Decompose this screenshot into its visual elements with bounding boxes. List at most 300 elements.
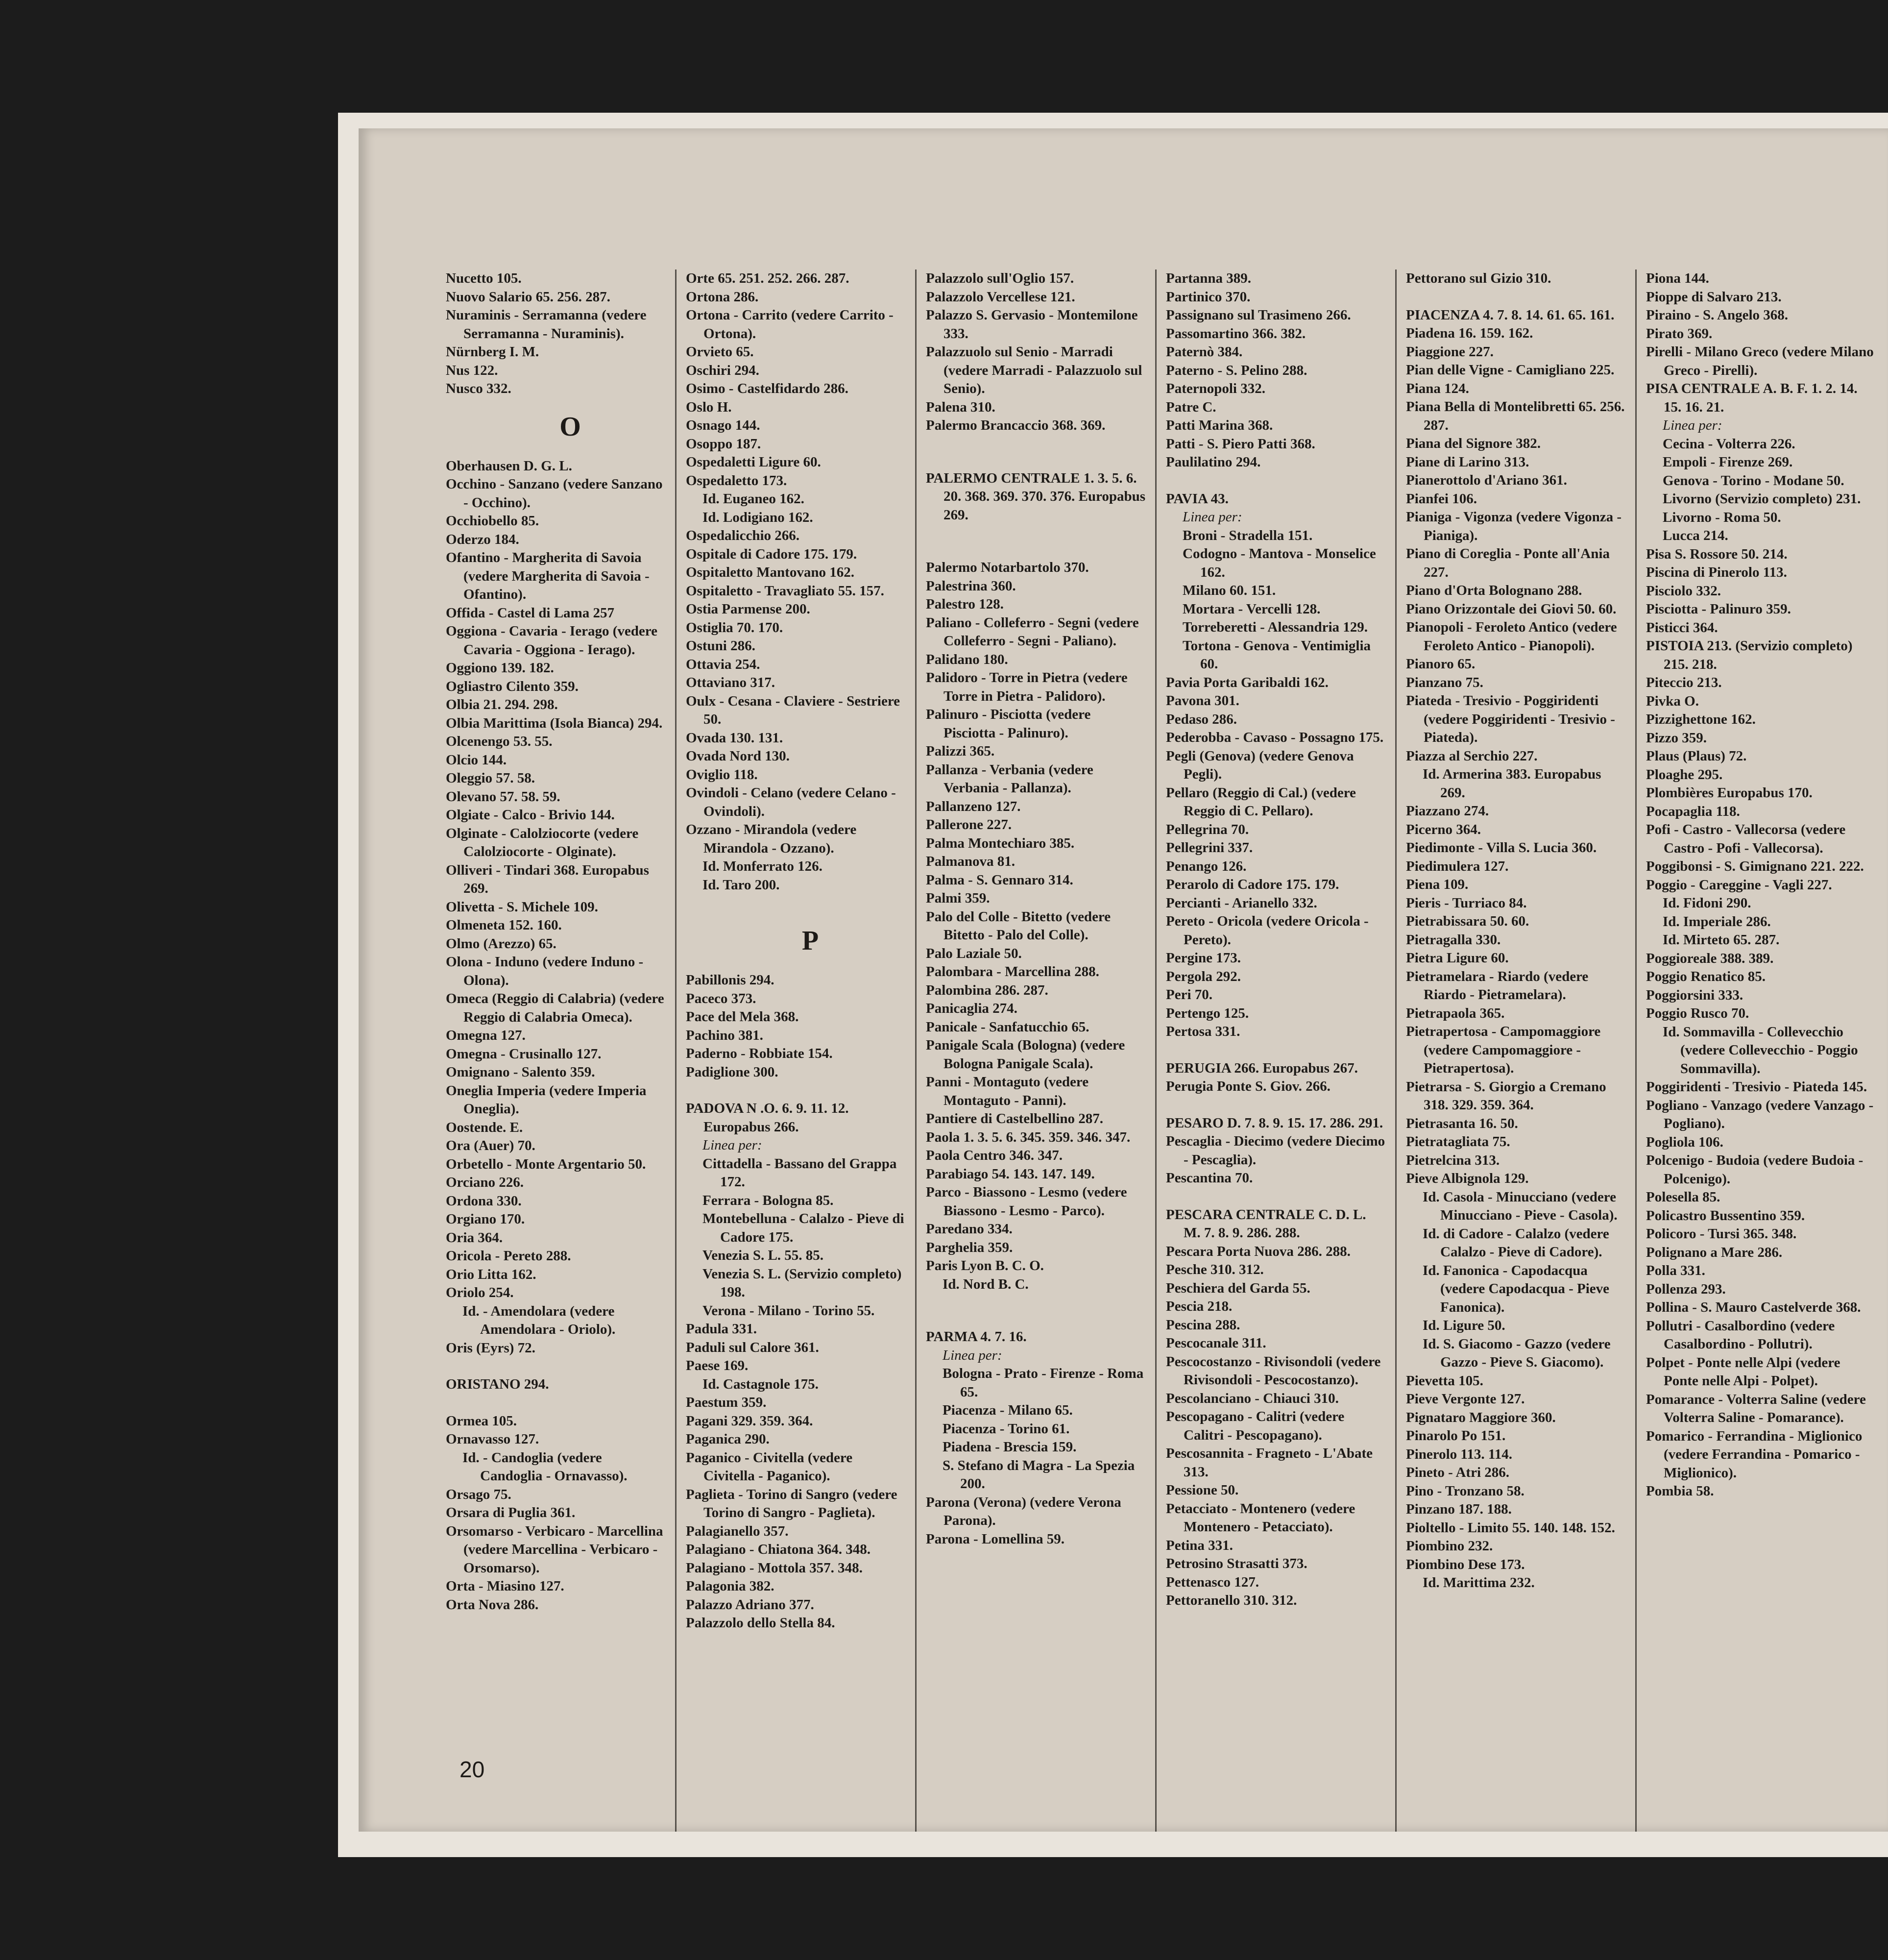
- index-entry: Id. Armerina 383. Europabus 269.: [1423, 766, 1601, 801]
- index-entry-major: PESCARA CENTRALE C. D. L. M. 7. 8. 9. 286. 288.: [1166, 1206, 1366, 1241]
- index-entry: Parona - Lomellina 59.: [926, 1531, 1065, 1547]
- spacer: [926, 435, 1145, 469]
- index-entry: Ottaviano 317.: [686, 675, 775, 690]
- route-entry: Genova - Torino - Modane 50.: [1663, 472, 1844, 489]
- index-entry: Petrosino Strasatti 373.: [1166, 1556, 1307, 1571]
- index-entry: Policastro Bussentino 359.: [1646, 1207, 1805, 1224]
- index-entry: Paese 169.: [686, 1358, 749, 1373]
- index-entry: Palazzolo Vercellese 121.: [926, 289, 1075, 305]
- route-heading: Linea per:: [943, 1347, 1002, 1363]
- index-entry: Palazzo Adriano 377.: [686, 1596, 814, 1613]
- index-entry: Omegna 127.: [446, 1028, 526, 1043]
- index-entry: Policoro - Tursi 365. 348.: [1646, 1226, 1797, 1242]
- index-entry: Piscina di Pinerolo 113.: [1646, 564, 1787, 580]
- index-entry: Pescopagano - Calitri (vedere Calitri - Pescopagano).: [1166, 1409, 1345, 1443]
- index-column-6: [1646, 270, 1876, 1501]
- route-entry: Piacenza - Milano 65.: [943, 1402, 1073, 1418]
- spacer: [1166, 1188, 1385, 1206]
- index-entry: Peschiera del Garda 55.: [1166, 1280, 1310, 1296]
- index-entry: Palagonia 382.: [686, 1578, 775, 1594]
- index-entry: Piana del Signore 382.: [1406, 436, 1541, 451]
- route-entry: Piacenza - Torino 61.: [943, 1421, 1070, 1437]
- index-entry: Oschiri 294.: [686, 362, 759, 378]
- index-entry: Piane di Larino 313.: [1406, 454, 1529, 470]
- index-entry: Polla 331.: [1646, 1263, 1705, 1278]
- page-number: 20: [460, 1757, 485, 1782]
- index-entry: Palazzuolo sul Senio - Marradi (vedere Marradi - Palazzuolo sul Senio).: [926, 344, 1142, 396]
- index-entry-major: PISA CENTRALE A. B. F. 1. 2. 14. 15. 16. 21.: [1646, 381, 1858, 415]
- index-entry: Paterno - S. Pelino 288.: [1166, 362, 1307, 378]
- index-entry: Panicaglia 274.: [926, 1001, 1017, 1016]
- index-entry: Id. Lodigiano 162.: [702, 509, 813, 525]
- index-entry: Paceco 373.: [686, 990, 756, 1006]
- index-entry: Palestrina 360.: [926, 578, 1016, 594]
- index-entry: Ovada 130. 131.: [686, 730, 783, 746]
- route-entry: Ferrara - Bologna 85.: [702, 1192, 834, 1208]
- index-entry: Pomarico - Ferrandina - Miglionico (vedere Ferrandina - Pomarico - Miglionico).: [1646, 1428, 1863, 1481]
- index-entry: Palidano 180.: [926, 651, 1008, 667]
- index-entry: Pellegrini 337.: [1166, 840, 1253, 856]
- index-entry: Nus 122.: [446, 362, 498, 378]
- index-entry: Osimo - Castelfidardo 286.: [686, 381, 848, 396]
- index-entry: Pallerone 227.: [926, 817, 1012, 833]
- index-entry: Paliano - Colleferro - Segni (vedere Colleferro - Segni - Paliano).: [926, 614, 1139, 649]
- index-entry: Palizzi 365.: [926, 743, 995, 759]
- index-entry: Palazzo S. Gervasio - Montemilone 333.: [926, 307, 1138, 342]
- column-rule: [1635, 270, 1637, 1832]
- index-entry: Id. Monferrato 126.: [702, 858, 823, 874]
- index-entry: Palazzolo sull'Oglio 157.: [926, 270, 1074, 286]
- index-entry: Piano Orizzontale dei Giovi 50. 60.: [1406, 601, 1617, 617]
- route-entry: Broni - Stradella 151.: [1183, 527, 1313, 543]
- timetable-index-page: [359, 128, 1888, 1832]
- index-entry: Pesche 310. 312.: [1166, 1262, 1264, 1277]
- index-entry: Omeca (Reggio di Calabria) (vedere Reggio di Calabria Omeca).: [446, 991, 664, 1025]
- route-entry: Piadena - Brescia 159.: [943, 1439, 1077, 1455]
- index-entry: Oris (Eyrs) 72.: [446, 1340, 535, 1356]
- index-entry: Oviglio 118.: [686, 766, 758, 783]
- index-entry-major: PADOVA N .O. 6. 9. 11. 12. Europabus 266.: [686, 1101, 849, 1135]
- index-entry: Pietrarsa - S. Giorgio a Cremano 318. 329. 359. 364.: [1406, 1078, 1606, 1113]
- index-entry: Olmo (Arezzo) 65.: [446, 935, 557, 952]
- index-entry: Pedaso 286.: [1166, 711, 1237, 727]
- index-entry: Picerno 364.: [1406, 821, 1481, 837]
- index-entry: Ora (Auer) 70.: [446, 1138, 535, 1153]
- index-column-2: [686, 270, 905, 1633]
- route-entry: Lucca 214.: [1663, 528, 1728, 543]
- index-entry: Orgiano 170.: [446, 1211, 525, 1227]
- index-entry: Oricola - Pereto 288.: [446, 1248, 571, 1264]
- index-entry: Pietrasanta 16. 50.: [1406, 1115, 1518, 1131]
- index-entry: Id. Sommavilla - Collevecchio (vedere Collevecchio - Poggio Sommavilla).: [1663, 1024, 1858, 1077]
- index-entry: Id. Nord B. C.: [943, 1276, 1029, 1292]
- index-entry: Patre C.: [1166, 399, 1216, 415]
- index-entry: Olevano 57. 58. 59.: [446, 788, 560, 805]
- route-entry: Tortona - Genova - Ventimiglia 60.: [1183, 637, 1371, 672]
- index-entry: Pescaglia - Diecimo (vedere Diecimo - Pescaglia).: [1166, 1133, 1385, 1168]
- index-entry: Ostia Parmense 200.: [686, 601, 810, 617]
- index-entry: Pollina - S. Mauro Castelverde 368.: [1646, 1299, 1861, 1315]
- index-entry: Id. Taro 200.: [702, 877, 780, 893]
- index-entry: Pocapaglia 118.: [1646, 803, 1740, 819]
- index-entry: Pegli (Genova) (vedere Genova Pegli).: [1166, 748, 1354, 782]
- index-entry: Palo del Colle - Bitetto (vedere Bitetto - Palo del Colle).: [926, 908, 1111, 943]
- index-entry: Pace del Mela 368.: [686, 1009, 799, 1025]
- index-entry: Panicale - Sanfatucchio 65.: [926, 1019, 1089, 1035]
- index-entry: Ormea 105.: [446, 1413, 517, 1429]
- index-entry: Olbia Marittima (Isola Bianca) 294.: [446, 715, 663, 731]
- index-entry: Pian delle Vigne - Camigliano 225.: [1406, 362, 1615, 378]
- index-entry: Id. Ligure 50.: [1423, 1318, 1505, 1333]
- spacer: [1406, 288, 1625, 306]
- index-entry: Id. Imperiale 286.: [1663, 913, 1771, 930]
- index-entry: Olivetta - S. Michele 109.: [446, 899, 598, 915]
- index-entry: Percianti - Arianello 332.: [1166, 895, 1317, 911]
- index-entry: Nucetto 105.: [446, 270, 522, 286]
- spacer: [1166, 1096, 1385, 1114]
- index-entry: Pescocanale 311.: [1166, 1335, 1266, 1351]
- index-entry: Orta Nova 286.: [446, 1596, 539, 1613]
- index-column-5: [1406, 270, 1625, 1592]
- index-entry: Oderzo 184.: [446, 531, 519, 547]
- index-entry: Pietra Ligure 60.: [1406, 950, 1509, 966]
- index-entry: Pofi - Castro - Vallecorsa (vedere Castro - Pofi - Vallecorsa).: [1646, 822, 1846, 856]
- index-entry: Ospedaletti Ligure 60.: [686, 454, 821, 470]
- index-entry: Ordona 330.: [446, 1193, 522, 1209]
- index-entry: Palma - S. Gennaro 314.: [926, 872, 1073, 888]
- index-entry: Id. Castagnole 175.: [702, 1376, 819, 1392]
- index-entry: Pietrelcina 313.: [1406, 1152, 1500, 1168]
- index-entry: Pianoro 65.: [1406, 656, 1476, 672]
- index-entry: Palombina 286. 287.: [926, 982, 1048, 998]
- index-entry: Oria 364.: [446, 1229, 503, 1246]
- index-entry: Poggioreale 388. 389.: [1646, 950, 1774, 966]
- index-entry: Ortona 286.: [686, 289, 759, 305]
- index-entry: Ottavia 254.: [686, 656, 760, 672]
- index-entry: Palmi 359.: [926, 890, 990, 906]
- index-entry: Nuraminis - Serramanna (vedere Serramanna - Nuraminis).: [446, 307, 647, 342]
- index-entry: Pizzo 359.: [1646, 730, 1707, 746]
- index-entry: Pirelli - Milano Greco (vedere Milano Greco - Pirelli).: [1646, 344, 1874, 378]
- index-entry: Piano di Coreglia - Ponte all'Ania 227.: [1406, 546, 1610, 580]
- index-entry: Nusco 332.: [446, 381, 511, 396]
- index-entry: Petacciato - Montenero (vedere Montenero - Petacciato).: [1166, 1500, 1355, 1535]
- route-entry: Venezia S. L. 55. 85.: [702, 1248, 824, 1263]
- index-entry: Paestum 359.: [686, 1395, 767, 1410]
- index-entry: Olcenengo 53. 55.: [446, 734, 553, 749]
- spacer: [446, 1394, 665, 1412]
- index-entry: Oslo H.: [686, 399, 732, 415]
- index-entry: Paredano 334.: [926, 1221, 1013, 1237]
- index-entry: Polcenigo - Budoia (vedere Budoia - Polcenigo).: [1646, 1152, 1864, 1187]
- index-entry: Piano d'Orta Bolognano 288.: [1406, 583, 1582, 598]
- index-entry: Occhiobello 85.: [446, 513, 539, 529]
- index-entry: Partinico 370.: [1166, 289, 1251, 305]
- index-entry: Piteccio 213.: [1646, 675, 1722, 690]
- index-entry: Pavona 301.: [1166, 693, 1239, 709]
- index-entry: Id. Fanonica - Capodacqua (vedere Capodacqua - Pieve Fanonica).: [1423, 1262, 1609, 1315]
- index-entry: Oriolo 254.: [446, 1285, 514, 1300]
- route-entry: Montebelluna - Calalzo - Pieve di Cadore 175.: [702, 1211, 904, 1245]
- index-entry: Pavia Porta Garibaldi 162.: [1166, 674, 1329, 690]
- index-entry: Ornavasso 127.: [446, 1431, 539, 1447]
- index-entry: Pineto - Atri 286.: [1406, 1465, 1510, 1480]
- index-entry: Pellaro (Reggio di Cal.) (vedere Reggio di C. Pellaro).: [1166, 784, 1356, 819]
- index-entry: Palena 310.: [926, 399, 995, 415]
- index-entry: Pallanzeno 127.: [926, 798, 1021, 814]
- index-entry: Pivka O.: [1646, 693, 1699, 709]
- index-entry: Ovada Nord 130.: [686, 748, 790, 764]
- index-entry: Pianerottolo d'Ariano 361.: [1406, 472, 1567, 488]
- route-entry: Torreberetti - Alessandria 129.: [1183, 619, 1368, 635]
- index-entry: Piazzano 274.: [1406, 803, 1489, 819]
- index-entry: Poggio - Careggine - Vagli 227.: [1646, 877, 1832, 893]
- index-entry: Plombières Europabus 170.: [1646, 785, 1813, 801]
- index-entry-major: PIACENZA 4. 7. 8. 14. 61. 65. 161.: [1406, 307, 1615, 323]
- index-entry: Petina 331.: [1166, 1537, 1233, 1553]
- index-entry-major: PESARO D. 7. 8. 9. 15. 17. 286. 291.: [1166, 1115, 1383, 1131]
- route-entry: Milano 60. 151.: [1183, 583, 1276, 598]
- spacer: [686, 1081, 905, 1100]
- index-entry: Patti Marina 368.: [1166, 417, 1273, 433]
- index-entry: Ostuni 286.: [686, 638, 755, 654]
- index-entry: Pergola 292.: [1166, 968, 1241, 984]
- index-entry: Polignano a Mare 286.: [1646, 1244, 1783, 1260]
- index-entry: Poggibonsi - S. Gimignano 221. 222.: [1646, 858, 1864, 874]
- index-entry: Piona 144.: [1646, 270, 1709, 286]
- index-entry: Pellegrina 70.: [1166, 821, 1249, 837]
- index-entry: Pescocostanzo - Rivisondoli (vedere Rivisondoli - Pescocostanzo).: [1166, 1353, 1381, 1388]
- index-entry: Ozzano - Mirandola (vedere Mirandola - Ozzano).: [686, 822, 857, 856]
- index-entry: Palagiano - Chiatona 364. 348.: [686, 1542, 871, 1557]
- index-entry: Orsara di Puglia 361.: [446, 1505, 576, 1520]
- index-entry: Pioppe di Salvaro 213.: [1646, 289, 1782, 305]
- index-entry: Pergine 173.: [1166, 950, 1241, 966]
- index-entry: Piena 109.: [1406, 877, 1469, 892]
- route-entry: Bologna - Prato - Firenze - Roma 65.: [943, 1366, 1144, 1400]
- index-entry: Palagiano - Mottola 357. 348.: [686, 1560, 863, 1576]
- route-entry: Livorno - Roma 50.: [1663, 509, 1781, 525]
- index-entry: Pinarolo Po 151.: [1406, 1428, 1506, 1444]
- index-entry-major: PARMA 4. 7. 16.: [926, 1329, 1027, 1345]
- index-entry: Paganico - Civitella (vedere Civitella - Paganico).: [686, 1449, 853, 1484]
- index-entry-major: ORISTANO 294.: [446, 1376, 549, 1392]
- column-rule: [1155, 270, 1157, 1832]
- route-heading: Linea per:: [702, 1137, 762, 1153]
- route-entry: Cecina - Volterra 226.: [1663, 436, 1795, 452]
- index-entry: Paola 1. 3. 5. 6. 345. 359. 346. 347.: [926, 1129, 1131, 1145]
- spacer: [926, 524, 1145, 559]
- index-entry-major: PAVIA 43.: [1166, 490, 1229, 507]
- index-entry: Parabiago 54. 143. 147. 149.: [926, 1166, 1095, 1182]
- index-entry: Palinuro - Pisciotta (vedere Pisciotta - Palinuro).: [926, 707, 1091, 741]
- index-entry: Panni - Montaguto (vedere Montaguto - Panni).: [926, 1074, 1089, 1108]
- index-entry: Piedimulera 127.: [1406, 858, 1509, 874]
- index-entry: Orciano 226.: [446, 1175, 524, 1190]
- section-letter: O: [559, 411, 581, 442]
- index-entry: Passignano sul Trasimeno 266.: [1166, 307, 1351, 323]
- index-entry: Oleggio 57. 58.: [446, 770, 535, 786]
- index-entry: Pisa S. Rossore 50. 214.: [1646, 546, 1788, 562]
- index-entry: Piana 124.: [1406, 380, 1469, 396]
- index-entry: Pallanza - Verbania (vedere Verbania - Pallanza).: [926, 761, 1093, 796]
- index-entry: Olginate - Calolziocorte (vedere Calolziocorte - Olginate).: [446, 825, 639, 859]
- index-entry: Occhino - Sanzano (vedere Sanzano - Occhino).: [446, 476, 663, 511]
- index-entry: Piateda - Tresivio - Poggiridenti (vedere Poggiridenti - Tresivio - Piateda).: [1406, 693, 1615, 745]
- index-entry: Pignataro Maggiore 360.: [1406, 1409, 1556, 1425]
- index-entry: Pieve Albignola 129.: [1406, 1171, 1529, 1186]
- index-entry: Id. - Amendolara (vedere Amendolara - Oriolo).: [462, 1303, 616, 1337]
- index-entry: Ospitale di Cadore 175. 179.: [686, 546, 857, 562]
- route-entry: Empoli - Firenze 269.: [1663, 454, 1793, 470]
- index-entry: Poggio Rusco 70.: [1646, 1005, 1749, 1021]
- index-entry: Piraino - S. Angelo 368.: [1646, 307, 1789, 323]
- index-entry: Id. Mirteto 65. 287.: [1663, 932, 1780, 948]
- index-entry: Orvieto 65.: [686, 344, 754, 360]
- index-entry: Ospitaletto Mantovano 162.: [686, 564, 854, 580]
- index-entry: Ospedalicchio 266.: [686, 528, 800, 543]
- index-entry: Pianzano 75.: [1406, 674, 1483, 690]
- index-entry: Oggiona - Cavaria - Ierago (vedere Cavaria - Oggiona - Ierago).: [446, 623, 657, 658]
- index-entry-major: PISTOIA 213. (Servizio completo) 215. 218.: [1646, 638, 1853, 672]
- index-entry: Poggiorsini 333.: [1646, 987, 1743, 1003]
- index-entry: Pietramelara - Riardo (vedere Riardo - Pietramelara).: [1406, 968, 1589, 1003]
- index-entry: Pescosannita - Fragneto - L'Abate 313.: [1166, 1446, 1373, 1480]
- index-entry: Id. S. Giacomo - Gazzo (vedere Gazzo - Pieve S. Giacomo).: [1423, 1336, 1611, 1370]
- index-entry: Ogliastro Cilento 359.: [446, 678, 579, 694]
- index-entry: Oggiono 139. 182.: [446, 660, 554, 676]
- index-entry: Pollutri - Casalbordino (vedere Casalbordino - Pollutri).: [1646, 1318, 1835, 1352]
- index-entry: Nürnberg I. M.: [446, 344, 539, 360]
- route-heading: Linea per:: [1183, 509, 1242, 525]
- index-entry-major: PALERMO CENTRALE 1. 3. 5. 6. 20. 368. 369. 370. 376. Europabus 269.: [926, 470, 1145, 523]
- index-entry: Pertengo 125.: [1166, 1005, 1249, 1021]
- index-entry: Paglieta - Torino di Sangro (vedere Torino di Sangro - Paglieta).: [686, 1486, 897, 1520]
- route-entry: Venezia S. L. (Servizio completo) 198.: [702, 1266, 902, 1300]
- index-entry: Ofantino - Margherita di Savoia (vedere Margherita di Savoia - Ofantino).: [446, 550, 650, 602]
- index-entry: Ovindoli - Celano (vedere Celano - Ovindoli).: [686, 785, 896, 819]
- index-entry: Pirato 369.: [1646, 325, 1713, 342]
- index-column-4: [1166, 270, 1385, 1610]
- index-entry: Ospedaletto 173.: [686, 472, 787, 489]
- index-entry: Piaggione 227.: [1406, 343, 1494, 360]
- index-entry: Id. Marittima 232.: [1423, 1575, 1535, 1591]
- index-entry: Pogliola 106.: [1646, 1134, 1723, 1150]
- index-entry: Pettenasco 127.: [1166, 1574, 1259, 1590]
- index-entry: Oulx - Cesana - Claviere - Sestriere 50.: [686, 693, 900, 727]
- index-entry: Pieve Vergonte 127.: [1406, 1391, 1525, 1407]
- index-entry: Id. - Candoglia (vedere Candoglia - Ornavasso).: [462, 1449, 628, 1484]
- index-entry: Orsomarso - Verbicaro - Marcellina (vedere Marcellina - Verbicaro - Orsomarso).: [446, 1523, 663, 1576]
- index-entry: Olcio 144.: [446, 752, 507, 768]
- index-entry: Palmanova 81.: [926, 854, 1016, 869]
- index-entry: Pettorano sul Gizio 310.: [1406, 270, 1551, 286]
- index-entry: Piombino Dese 173.: [1406, 1556, 1525, 1572]
- index-entry: Passomartino 366. 382.: [1166, 325, 1306, 342]
- index-entry: Pomarance - Volterra Saline (vedere Volterra Saline - Pomarance).: [1646, 1391, 1866, 1425]
- index-entry: Orbetello - Monte Argentario 50.: [446, 1156, 646, 1172]
- index-entry: Pinzano 187. 188.: [1406, 1501, 1512, 1517]
- index-entry: Padiglione 300.: [686, 1064, 778, 1080]
- index-entry: Poggio Renatico 85.: [1646, 969, 1766, 984]
- index-entry: Pietrapertosa - Campomaggiore (vedere Campomaggiore - Pietrapertosa).: [1406, 1024, 1601, 1076]
- index-entry: Pietrapaola 365.: [1406, 1005, 1505, 1021]
- spacer: [686, 894, 905, 912]
- index-entry: Olgiate - Calco - Brivio 144.: [446, 807, 615, 823]
- index-entry: Nuovo Salario 65. 256. 287.: [446, 289, 610, 305]
- spacer: [926, 1294, 1145, 1328]
- column-rule: [1395, 270, 1397, 1832]
- index-entry: Poggiridenti - Tresivio - Piateda 145.: [1646, 1079, 1867, 1095]
- index-entry: Pogliano - Vanzago (vedere Vanzago - Pogliano).: [1646, 1097, 1874, 1131]
- index-entry: Pederobba - Cavaso - Possagno 175.: [1166, 730, 1384, 745]
- index-entry: Pescia 218.: [1166, 1298, 1233, 1314]
- index-entry: Penango 126.: [1166, 858, 1247, 874]
- index-entry: Pombia 58.: [1646, 1483, 1714, 1499]
- index-entry: Pietragalla 330.: [1406, 931, 1501, 948]
- column-rule: [915, 270, 917, 1832]
- index-entry: Offida - Castel di Lama 257: [446, 605, 614, 621]
- index-entry: Pantiere di Castelbellino 287.: [926, 1111, 1103, 1127]
- index-entry: Olmeneta 152. 160.: [446, 917, 562, 933]
- index-entry: Paulilatino 294.: [1166, 454, 1261, 470]
- index-entry: Oberhausen D. G. L.: [446, 458, 572, 474]
- index-entry: Id. Euganeo 162.: [702, 491, 804, 507]
- index-entry: Pescolanciano - Chiauci 310.: [1166, 1390, 1339, 1406]
- index-entry: Oostende. E.: [446, 1119, 523, 1135]
- index-entry: Paola Centro 346. 347.: [926, 1148, 1063, 1163]
- index-entry: Pisciolo 332.: [1646, 583, 1721, 599]
- index-entry: Paternopoli 332.: [1166, 381, 1265, 396]
- index-entry: Pescina 288.: [1166, 1317, 1240, 1333]
- route-entry: Verona - Milano - Torino 55.: [702, 1302, 875, 1319]
- index-entry: Palestro 128.: [926, 596, 1004, 612]
- index-entry: Palazzolo dello Stella 84.: [686, 1615, 835, 1631]
- index-entry: Palermo Notarbartolo 370.: [926, 560, 1089, 575]
- index-entry: Pietrabissara 50. 60.: [1406, 913, 1529, 929]
- index-entry: Pescara Porta Nuova 286. 288.: [1166, 1243, 1351, 1259]
- index-entry: Olliveri - Tindari 368. Europabus 269.: [446, 862, 649, 896]
- index-entry: Pianiga - Vigonza (vedere Vigonza - Pianiga).: [1406, 509, 1622, 543]
- index-entry: Pianfei 106.: [1406, 490, 1477, 507]
- index-entry: Palermo Brancaccio 368. 369.: [926, 417, 1106, 433]
- route-entry: Cittadella - Bassano del Grappa 172.: [702, 1155, 897, 1190]
- index-entry: Panigale Scala (Bologna) (vedere Bologna Panigale Scala).: [926, 1037, 1125, 1072]
- index-entry: Pinerolo 113. 114.: [1406, 1446, 1512, 1462]
- index-entry: Palagianello 357.: [686, 1523, 789, 1539]
- index-entry: Palo Laziale 50.: [926, 945, 1022, 961]
- index-entry: Pianopoli - Feroleto Antico (vedere Feroleto Antico - Pianopoli).: [1406, 619, 1617, 654]
- index-entry: Perarolo di Cadore 175. 179.: [1166, 877, 1339, 892]
- index-entry: Ospitaletto - Travagliato 55. 157.: [686, 583, 884, 599]
- index-entry: Parona (Verona) (vedere Verona Parona).: [926, 1494, 1121, 1528]
- index-entry: Piana Bella di Montelibretti 65. 256. 287.: [1406, 399, 1625, 433]
- index-entry: Pioltello - Limito 55. 140. 148. 152.: [1406, 1519, 1615, 1536]
- section-letter: P: [801, 926, 819, 956]
- index-entry: Pereto - Oricola (vedere Oricola - Pereto).: [1166, 913, 1369, 948]
- route-entry: S. Stefano di Magra - La Spezia 200.: [943, 1457, 1135, 1492]
- index-entry: Padula 331.: [686, 1321, 757, 1337]
- index-entry: Pessione 50.: [1166, 1482, 1239, 1498]
- index-entry: Pizzighettone 162.: [1646, 711, 1756, 727]
- index-entry: Piombino 232.: [1406, 1538, 1493, 1554]
- index-entry: Pisciotta - Palinuro 359.: [1646, 601, 1791, 617]
- index-entry: Ploaghe 295.: [1646, 766, 1723, 783]
- index-entry: Orte 65. 251. 252. 266. 287.: [686, 270, 849, 286]
- index-entry: Oneglia Imperia (vedere Imperia Oneglia).: [446, 1082, 647, 1117]
- index-entry: Palombara - Marcellina 288.: [926, 964, 1099, 980]
- index-entry: Id. Fidoni 290.: [1663, 895, 1751, 911]
